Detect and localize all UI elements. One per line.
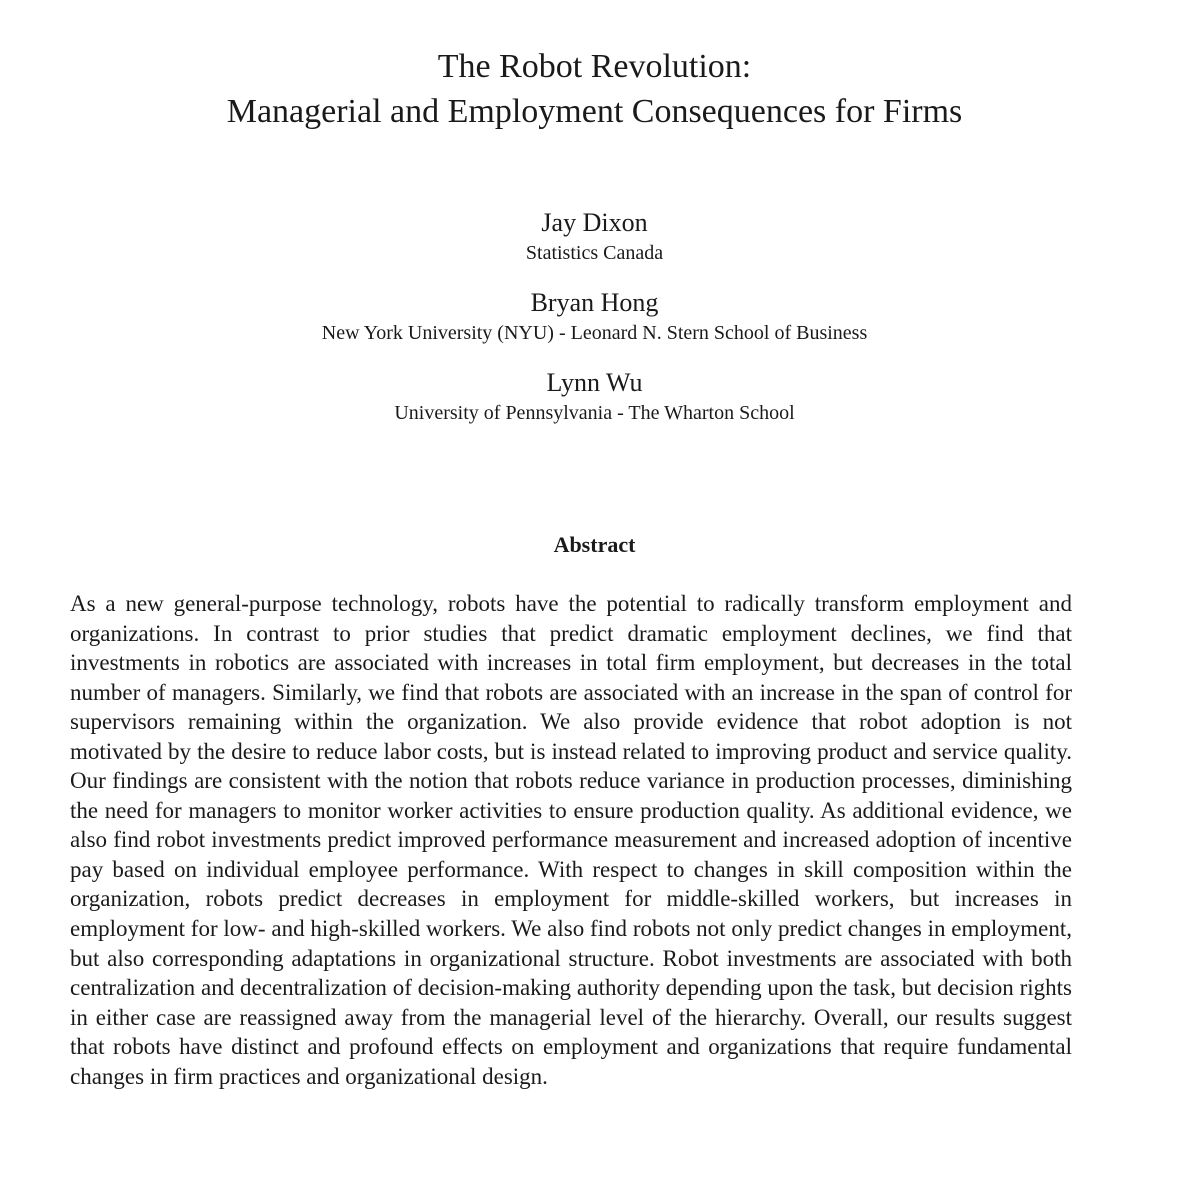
- author-affiliation: University of Pennsylvania - The Wharton School: [394, 402, 795, 424]
- author-affiliation: Statistics Canada: [525, 242, 664, 264]
- paper-title: [0, 44, 1189, 134]
- title-line-2: Managerial and Employment Consequences for Firms: [226, 93, 963, 130]
- abstract-heading: Abstract: [553, 532, 636, 557]
- author-block: [0, 206, 1189, 266]
- author-name: Jay Dixon: [541, 208, 648, 237]
- title-line-1: The Robot Revolution:: [437, 48, 752, 85]
- author-list: [0, 206, 1189, 446]
- author-block: [0, 366, 1189, 426]
- abstract-text: As a new general-purpose technology, robots have the potential to radically transform employment and organizations. In contrast to prior studies that predict dramatic employment declines, we find that investments in robotics are associated with increases in total firm employment, but decreases in the total number of managers. Similarly, we find that robots are associated with an increase in the span of control for supervisors remaining within the organization. We also provide evidence that robot adoption is not motivated by the desire to reduce labor costs, but is instead related to improving product and service quality. Our findings are consistent with the notion that robots reduce variance in production processes, diminishing the need for managers to monitor worker activities to ensure production quality. As additional evidence, we also find robot investments predict improved performance measurement and increased adoption of incentive pay based on individual employee performance. With respect to changes in skill composition within the organization, robots predict decreases in employment for middle-skilled workers, but increases in employment for low- and high-skilled workers. We also find robots not only predict changes in employment, but also corresponding adaptations in organizational structure. Robot investments are associated with both centralization and decentralization of decision-making authority depending upon the task, but decision rights in either case are reassigned away from the managerial level of the hierarchy. Overall, our results suggest that robots have distinct and profound effects on employment and organizations that require fundamental changes in firm practices and organizational design.: [70, 591, 1072, 1089]
- author-block: [0, 286, 1189, 346]
- author-name: Bryan Hong: [530, 288, 659, 317]
- author-name: Lynn Wu: [546, 368, 643, 397]
- author-affiliation: New York University (NYU) - Leonard N. Stern School of Business: [321, 322, 868, 344]
